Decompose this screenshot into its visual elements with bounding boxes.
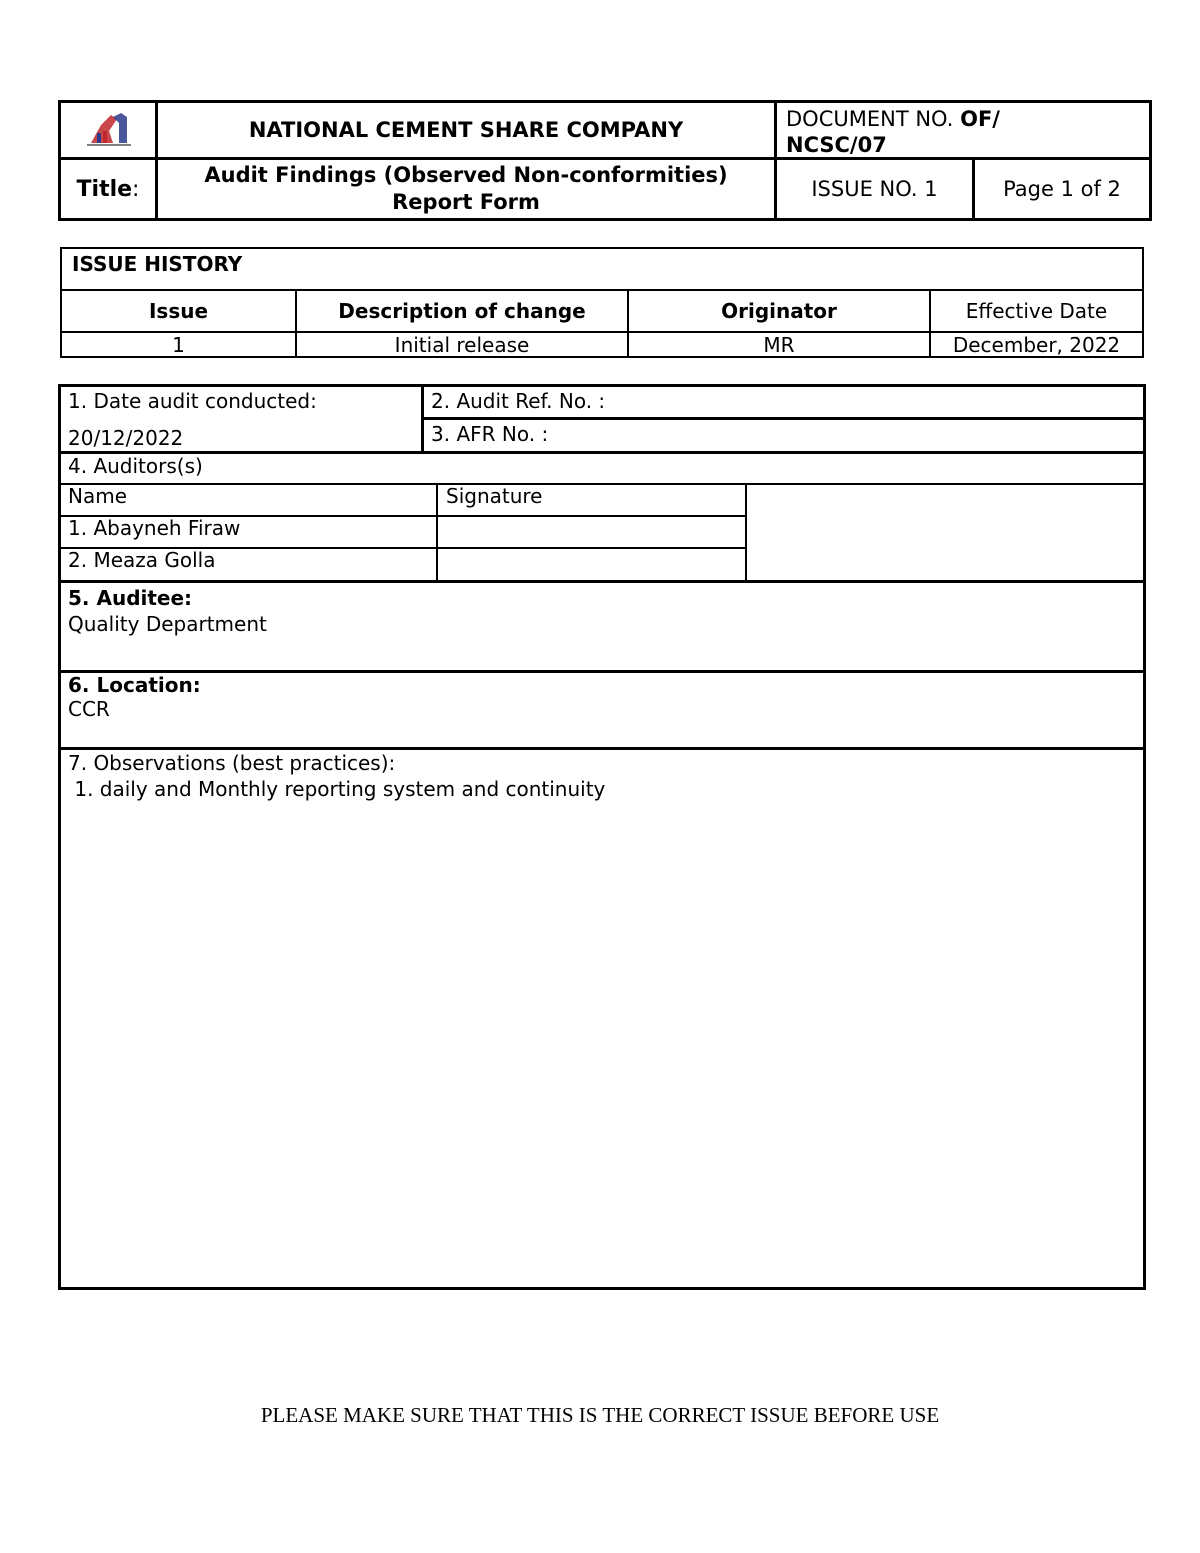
- observations-label: 7. Observations (best practices):: [68, 751, 396, 775]
- company-logo: [61, 103, 155, 157]
- auditors-name-header: Name: [58, 483, 438, 517]
- auditee-cell[interactable]: [58, 580, 1146, 673]
- document-no-cell: [774, 100, 1152, 160]
- observation-item-1: 1. daily and Monthly reporting system and continuity: [68, 777, 606, 801]
- auditee-label: 5. Auditee:: [68, 586, 193, 610]
- logo-cell: [58, 100, 158, 160]
- col-header-description: Description of change: [295, 289, 629, 333]
- document-no-label: DOCUMENT NO.: [786, 107, 954, 131]
- auditee-value: Quality Department: [68, 612, 267, 636]
- footer-notice: PLEASE MAKE SURE THAT THIS IS THE CORRECT ISSUE BEFORE USE: [260, 1403, 940, 1427]
- audit-ref-label: 2. Audit Ref. No. :: [431, 389, 606, 413]
- auditors-heading-cell: [58, 451, 1146, 485]
- page-number: Page 1 of 2: [1003, 177, 1121, 201]
- title-cell: [155, 157, 777, 221]
- issue-history-heading-cell: [60, 247, 1144, 291]
- date-audit-value: 20/12/2022: [68, 426, 184, 450]
- title-colon: :: [132, 176, 140, 202]
- location-label: 6. Location:: [68, 673, 201, 697]
- document-no-value: OF/: [960, 107, 1000, 131]
- page-cell: [972, 157, 1152, 221]
- location-value: CCR: [68, 697, 110, 721]
- issue-no-cell: [774, 157, 975, 221]
- col-header-effective-date: Effective Date: [929, 289, 1144, 333]
- afr-no-cell[interactable]: [421, 417, 1146, 454]
- company-name: NATIONAL CEMENT SHARE COMPANY: [248, 118, 684, 142]
- date-audit-label: 1. Date audit conducted:: [68, 389, 317, 413]
- table-cell-effective-date: December, 2022: [929, 331, 1144, 358]
- title-label: Title: [76, 176, 133, 202]
- afr-no-label: 3. AFR No. :: [431, 422, 549, 446]
- document-title-line2: Report Form: [392, 190, 540, 214]
- table-cell-issue: 1: [60, 331, 297, 358]
- col-header-issue: Issue: [60, 289, 297, 333]
- title-label-cell: [58, 157, 158, 221]
- date-audit-cell[interactable]: [58, 384, 424, 454]
- issue-history-heading: ISSUE HISTORY: [72, 252, 243, 276]
- issue-no: ISSUE NO. 1: [811, 177, 938, 201]
- document-no-value-2: NCSC/07: [786, 133, 887, 157]
- table-cell-originator: MR: [627, 331, 931, 358]
- auditor-name-row-1: 1. Abayneh Firaw: [58, 515, 438, 549]
- auditor-signature-field-2[interactable]: [436, 547, 747, 582]
- auditor-signature-field-1[interactable]: [436, 515, 747, 549]
- document-title-line1: Audit Findings (Observed Non-conformities): [204, 163, 728, 187]
- company-name-cell: [155, 100, 777, 160]
- auditors-label: 4. Auditors(s): [68, 454, 203, 478]
- auditor-name-row-2: 2. Meaza Golla: [58, 547, 438, 582]
- table-cell-description: Initial release: [295, 331, 629, 358]
- auditors-signature-header: Signature: [436, 483, 747, 517]
- audit-ref-cell[interactable]: [421, 384, 1146, 420]
- location-cell[interactable]: [58, 670, 1146, 750]
- col-header-originator: Originator: [627, 289, 931, 333]
- observations-cell[interactable]: [58, 747, 1146, 1290]
